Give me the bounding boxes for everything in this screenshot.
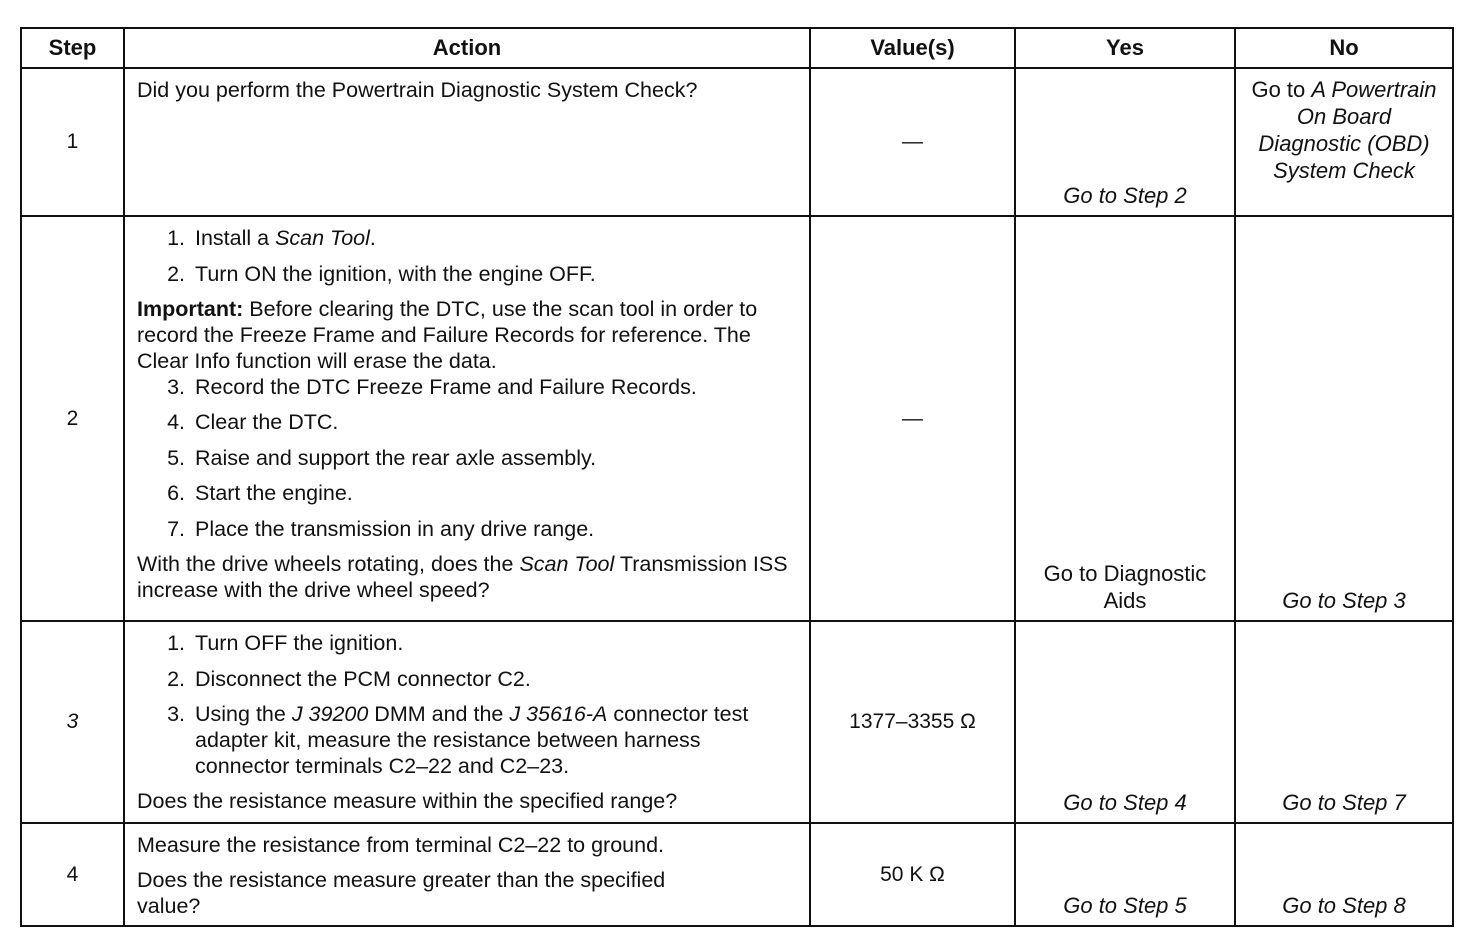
procedure-list — [137, 225, 799, 287]
table-row — [21, 823, 1453, 926]
header-action: Action — [124, 28, 810, 68]
procedure-step: 5. Raise and support the rear axle assembly. — [167, 445, 597, 470]
yes-cell: Go to Step 2 — [1015, 68, 1235, 216]
value-cell: — — [810, 68, 1015, 216]
table-row — [21, 68, 1453, 216]
value-cell: — — [810, 216, 1015, 621]
header-yes: Yes — [1015, 28, 1235, 68]
no-reference: A Powertrain On Board Diagnostic (OBD) System Check — [1258, 77, 1437, 183]
procedure-list — [137, 630, 799, 779]
important-note: Important: Before clearing the DTC, use the scan tool in order to record the Freeze Frame and Failure Records for reference. The Clear Info function will erase the data. — [137, 296, 758, 373]
action-cell — [124, 216, 810, 621]
step-number: 4 — [21, 823, 124, 926]
no-cell: Go to Step 7 — [1235, 621, 1453, 823]
no-prefix: Go to — [1251, 77, 1306, 102]
header-no: No — [1235, 28, 1453, 68]
action-cell — [124, 621, 810, 823]
procedure-step: 2. Disconnect the PCM connector C2. — [167, 666, 531, 691]
procedure-step: 4. Clear the DTC. — [167, 410, 339, 434]
value-cell: 1377–3355 Ω — [810, 621, 1015, 823]
procedure-step: 1. Install a Scan Tool. — [167, 226, 376, 250]
value-cell: 50 K Ω — [810, 823, 1015, 926]
yes-cell: Go to Diagnostic Aids — [1015, 216, 1235, 621]
header-values: Value(s) — [810, 28, 1015, 68]
action-question: Did you perform the Powertrain Diagnostic System Check? — [137, 78, 698, 102]
table-row — [21, 216, 1453, 621]
procedure-step: 7. Place the transmission in any drive range. — [167, 516, 595, 541]
action-cell — [124, 68, 810, 216]
action-question: Does the resistance measure within the specified range? — [137, 789, 678, 813]
procedure-step: 3. Record the DTC Freeze Frame and Failure Records. — [167, 374, 697, 399]
no-cell: Go to Step 3 — [1235, 216, 1453, 621]
yes-cell: Go to Step 4 — [1015, 621, 1235, 823]
table-row — [21, 621, 1453, 823]
step-number: 3 — [21, 621, 124, 823]
header-step: Step — [21, 28, 124, 68]
action-instruction: Measure the resistance from terminal C2–22 to ground. — [137, 833, 665, 857]
action-question: Does the resistance measure greater than the specified value? — [137, 868, 666, 918]
no-cell: Go to Step 8 — [1235, 823, 1453, 926]
action-question: With the drive wheels rotating, does the Scan Tool Transmission ISS increase with the drive wheel speed? — [137, 551, 788, 602]
procedure-list — [137, 374, 799, 542]
no-cell — [1235, 68, 1453, 216]
procedure-step: 1. Turn OFF the ignition. — [167, 631, 404, 655]
header-row — [21, 28, 1453, 68]
action-cell — [124, 823, 810, 926]
yes-cell: Go to Step 5 — [1015, 823, 1235, 926]
step-number: 1 — [21, 68, 124, 216]
diagnostic-table — [20, 27, 1454, 927]
step-number: 2 — [21, 216, 124, 621]
procedure-step: 6. Start the engine. — [167, 481, 353, 505]
procedure-step: 2. Turn ON the ignition, with the engine OFF. — [167, 261, 596, 286]
procedure-step: 3. Using the J 39200 DMM and the J 35616-A connector test adapter kit, measure the resistance between harness connector terminals C2–22 and C2–23. — [167, 702, 749, 778]
